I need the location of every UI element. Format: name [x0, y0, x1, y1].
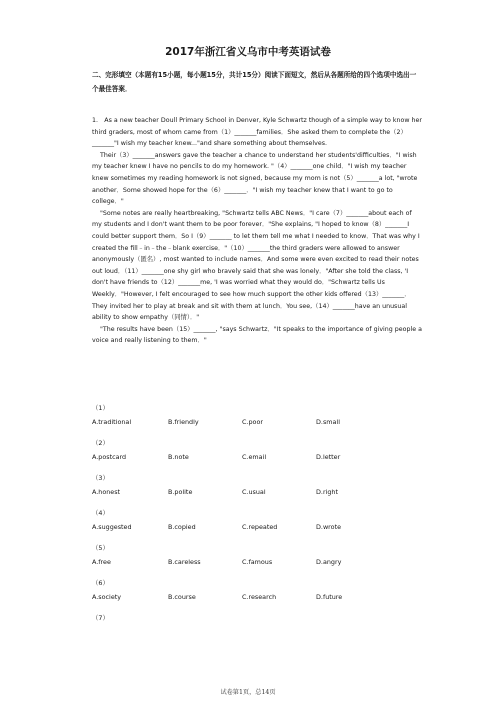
option-b: B.copied	[168, 523, 196, 531]
option-d: D.wrote	[316, 523, 342, 531]
section-instructions: 二、完形填空（本题有15小题，每小题15分，共计15分）阅读下面短文，然后从各题所给的四个选项中选出一个最佳答案．	[92, 71, 417, 93]
option-c: C.research	[242, 593, 277, 601]
question-item	[92, 403, 412, 438]
option-d: D.future	[316, 593, 343, 601]
option-d: D.right	[316, 488, 338, 496]
option-b: B.careless	[168, 558, 201, 566]
option-c: C.usual	[242, 488, 266, 496]
question-number: （1）	[92, 404, 109, 412]
option-c: C.repeated	[242, 523, 278, 531]
option-a: A.society	[92, 593, 122, 601]
option-a: A.honest	[92, 488, 121, 496]
question-item	[92, 438, 412, 473]
option-c: C.poor	[242, 418, 263, 426]
page-footer: 试卷第1页，总14页	[220, 689, 276, 696]
option-a: A.free	[92, 558, 111, 566]
option-c: C.email	[242, 453, 267, 461]
option-d: D.angry	[316, 558, 342, 566]
option-d: D.small	[316, 418, 340, 426]
question-number: （3）	[92, 474, 109, 482]
question-item	[92, 508, 412, 543]
question-number: （2）	[92, 439, 109, 447]
reading-passage	[92, 115, 422, 347]
question-number: （5）	[92, 544, 109, 552]
passage-paragraph: "Some notes are really heartbreaking, "Schwartz tells ABC News．"I care（7）_______about each of my students and I don't want them to be poor forever．"She explains, "I hoped to know（8）_______I could better support them．So I（9）_______ to let them tell me what I needed to know．That was why I created the fill﹣in﹣the﹣blank exercise．"（10）_______the third graders were allowed to answer anonymously（匿名）, most wanted to include names．And some were even excited to read their notes out loud．（11）_______one shy girl who bravely said that she was lonely．"After she told the class, 'I don't have friends to（12）_______me, 'I was worried what they would do．"Schwartz tells Us Weekly．"However, I felt encouraged to see how much support the other kids offered（13）_______．They invited her to play at break and sit with them at lunch．You see,（14）_______have an unusual ability to show empathy（同情）．"	[92, 209, 420, 322]
option-a: A.postcard	[92, 453, 127, 461]
option-b: B.note	[168, 453, 189, 461]
option-c: C.famous	[242, 558, 273, 566]
question-number: （4）	[92, 509, 109, 517]
question-item	[92, 578, 412, 613]
option-b: B.friendly	[168, 418, 199, 426]
question-item	[92, 543, 412, 578]
option-a: A.suggested	[92, 523, 132, 531]
question-number: （7）	[92, 614, 109, 622]
question-item	[92, 613, 412, 648]
question-item	[92, 473, 412, 508]
option-b: B.polite	[168, 488, 193, 496]
passage-paragraph: 1. As a new teacher Doull Primary School in Denver, Kyle Schwartz though of a simple way to know her third graders, most of whom came from（1）_______families．She asked them to complete the（2）_______"I wish my teacher knew..."and share something about themselves.	[92, 117, 422, 148]
passage-paragraph: "The results have been（15）_______, "says Schwartz．"It speaks to the importance of giving people a voice and really listening to them．"	[92, 325, 422, 345]
question-number: （6）	[92, 579, 109, 587]
option-d: D.letter	[316, 453, 341, 461]
exam-title: 2017年浙江省义乌市中考英语试卷	[165, 46, 331, 58]
question-list	[92, 403, 412, 648]
option-a: A.traditional	[92, 418, 132, 426]
option-b: B.course	[168, 593, 196, 601]
passage-paragraph: Their（3）_______answers gave the teacher a chance to understand her students'difficulties．"I wish my teacher knew I have no pencils to do my homework. "（4）_______one child．"I wish my teacher knew sometimes my reading homework is not signed, because my mom is not（5）_______a lot, "wrote another．Some showed hope for the（6）_______．"I wish my teacher knew that I want to go to college．"	[92, 151, 418, 206]
